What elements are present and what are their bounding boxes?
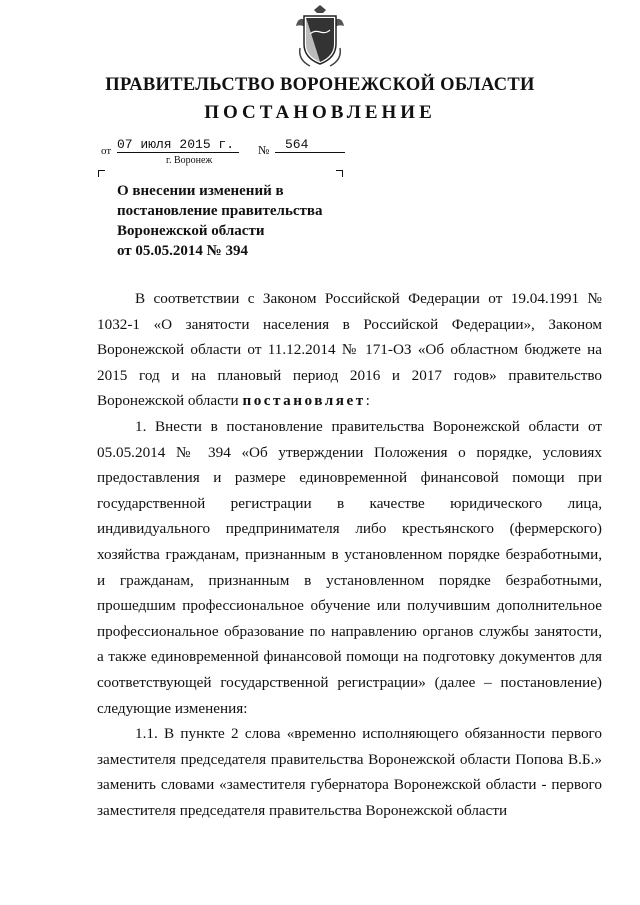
- decree-colon: :: [365, 392, 370, 410]
- subject-line-1: О внесении изменений в: [117, 183, 284, 199]
- coat-of-arms-icon: [292, 4, 348, 70]
- document-body: [97, 286, 602, 823]
- item-1-paragraph: 1. Внести в постановление правительства Воронежской области от 05.05.2014 № 394 «Об утверждении Положения о порядке, условиях предоставления и размере единовременной финансовой помощи при государственной регистрации в качестве юридического лица, индивидуального предпринимателя либо крестьянского (фермерского) хозяйства гражданам, признанным в установленном порядке безработными, и гражданам, признанным в установленном порядке безработными, прошедшим профессиональное обучение или получившим дополнительное профессиональное образование по направлению органов службы занятости, а также единовременной финансовой помощи на подготовку документов для соответствующей государственной регистрации» (далее – постановление) следующие изменения:: [97, 417, 602, 717]
- city-label: г. Воронеж: [166, 155, 213, 166]
- preamble-paragraph: [97, 286, 602, 414]
- document-subject: [117, 181, 377, 261]
- date-value: 07 июля 2015 г.: [117, 137, 239, 153]
- number-prefix: №: [258, 143, 270, 157]
- right-bracket: [336, 170, 343, 177]
- number-value: 564: [275, 137, 345, 153]
- doc-type-title: ПОСТАНОВЛЕНИЕ: [204, 102, 436, 123]
- subject-line-2: постановление правительства: [117, 203, 323, 219]
- preamble-text: В соответствии с Законом Российской Федерации от 19.04.1991 № 1032-1 «О занятости населения в Российской Федерации», Законом Воронежской области от 11.12.2014 № 171-ОЗ «Об областном бюджете на 2015 год и на плановый период 2016 и 2017 годов» правительство Воронежской области: [97, 290, 602, 410]
- org-name: ПРАВИТЕЛЬСТВО ВОРОНЕЖСКОЙ ОБЛАСТИ: [105, 75, 535, 95]
- left-bracket: [98, 170, 105, 177]
- date-prefix: от: [101, 145, 112, 157]
- subject-line-3: Воронежской области: [117, 223, 265, 239]
- subject-line-4: от 05.05.2014 № 394: [117, 243, 248, 259]
- decree-word: постановляет: [242, 392, 366, 410]
- item-1-1-paragraph: 1.1. В пункте 2 слова «временно исполняющего обязанности первого заместителя председателя правительства Воронежской области Попова В.Б.» заменить словами «заместителя губернатора Воронежской области - первого заместителя председателя правительства Воронежской области: [97, 725, 602, 819]
